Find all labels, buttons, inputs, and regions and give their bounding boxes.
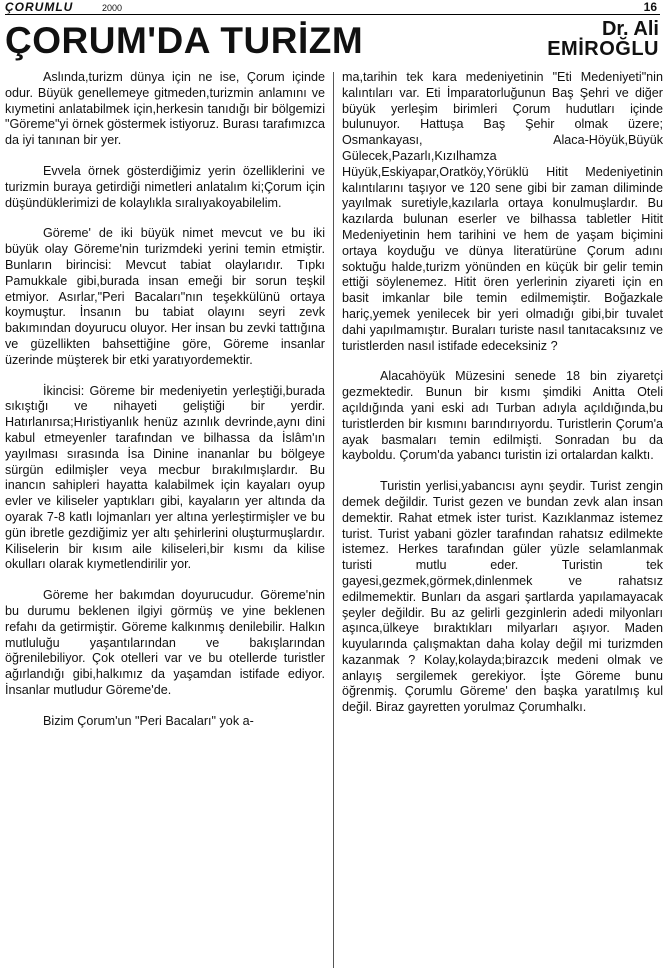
- page-number: 16: [643, 0, 657, 14]
- paragraph: Evvela örnek gösterdiğimiz yerin özelliklerini ve turizmin buraya getirdiği nimetleri anlatalım ki;Çorum için düşündüklerimizi de kolaylıkla sıralıyakoyabilelim.: [5, 163, 325, 210]
- paragraph: Göreme her bakımdan doyurucudur. Göreme'nin bu durumu beklenen ilgiyi görmüş ve yine beklenen refahı da getirmiştir. Göreme kalkınmış denilebilir. Halkın mutluluğu yaşantılarından ve bakışlarından öğrenilebiliyor. Çok otelleri var ve bu otellerde turistler ağırlandığı gibi,halkımız da yaşamdan istifade ediyor. İnsanlar mutludur Göreme'de.: [5, 588, 325, 697]
- publication-name: ÇORUMLU: [5, 0, 74, 14]
- right-column: [342, 70, 663, 968]
- header-rule: [5, 14, 660, 15]
- running-header: [0, 0, 665, 16]
- paragraph: Bizim Çorum'un "Peri Bacaları" yok a-: [43, 713, 254, 728]
- left-column: [5, 70, 325, 968]
- paragraph: Turistin yerlisi,yabancısı aynı şeydir. Turist zengin demek değildir. Turist gezen ve bundan zevk alan insan demektir. Rahat etmek ister turist. Kazıklanmaz istemez turist. Turist yabani gözler tarafından rahatsız edilmekte istemez. Herkes tarafından güler yüzle selamlanmak turisti mutlu eder. Turistin tek gayesi,gezmek,görmek,dinlenmek ve rahatsız edilmemektir. Bunları da asgari şartlarda yapılamayacak şeyler değildir. Bu az gelirli gezginlerin adedi milyonları aşınca,ülkeye bıraktıkları milyarları aşıyor. Maden kuyularında çalışmaktan daha kolay değil mi turizmden kazanmak ? Kolay,kolayda;birazcık medeni olmak ve anlayış sergilemek gerekiyor. İşte Göreme bunu öğrenmiş. Çorumlu Göreme' den başka yaratılmış kul değil. Biraz gayretten yorulmaz Çorumhalkı.: [342, 479, 663, 715]
- article-title: ÇORUM'DA TURİZM: [5, 20, 364, 61]
- author-block: [547, 19, 659, 60]
- publication-year: 2000: [102, 3, 123, 13]
- author-title: Dr. Ali: [601, 18, 659, 40]
- author-name: EMİROĞLU: [547, 38, 659, 60]
- column-divider: [333, 72, 334, 968]
- paragraph: Göreme' de iki büyük nimet mevcut ve bu iki büyük olay Göreme'nin turizmdeki yerini temin etmiştir. Bunların birincisi: Mevcut tabiat olaylarıdır. Tıpkı Pamukkale gibi,burada insan emeği bir sorun teşkil etmiyor. Asırlar,"Peri Bacaları"nın teşekkülünü ortaya koymuştur. İnsanın bu tabiat olayını seyri zevk bakımından doyurucu oluyor. Her insan bu zevki tattığına ve güzellikten bahsettiğine göre, Göreme insanlar üzerinde müşterek bir etki yaratıyordemektir.: [5, 226, 325, 367]
- paragraph: İkincisi: Göreme bir medeniyetin yerleştiği,burada sıkıştığı ve nihayeti geliştiği bir yerdir. Hatırlanırsa;Hıristiyanlık henüz azınlık devrinde,aynı dini kabul etmeyenler tarafından ve bilhassa da İslâm'ın yayılması sırasında İsa Dinine inananlar bu bölgeye sürgün edilmişler veya mecbur bırakılmışlardır. Bu inancın sahipleri hayatta kalabilmek için kayaları oyup evler ve kiliseler yaptıkları gibi, kayaların yer altında da oyarak 7-8 katlı lojmanları yer altına yerleştirmişler ve bu gün ibretle gezdiğimiz yer altı şehirlerini oluşturmuşlardır. Kiliselerin bir kısım aile kiliseleri,bir kısmı da kilise okulları olarak kıymetlendirilir yor.: [5, 383, 325, 572]
- paragraph: Alacahöyük Müzesini senede 18 bin ziyaretçi gezmektedir. Bunun bir kısmı şimdiki Anitta Oteli açıldığında yani eski adı Turban adıyla açıldığında,bu turistlerden bir kısmını barındırıyordu. Turistlerin Çorum'a ayak basmaları temin edilmişti. Sonradan bu da kayboldu. Çorum'da yabancı turistin izi ortalardan kalktı.: [342, 369, 663, 463]
- paragraph: Aslında,turizm dünya için ne ise, Çorum içinde odur. Büyük genellemeye gitmeden,turizmin anlamını ve kıymetini anlatabilmek için,herkesin tanıdığı bir bölgemizi "Göreme"yi örnek göstermek istiyoruz. Burası tarafımızca da iyi tanınan bir yer.: [5, 70, 325, 148]
- paragraph: ma,tarihin tek kara medeniyetinin "Eti Medeniyeti"nin kalıntıları var. Eti İmparatorluğunun Baş Şehri ve diğer büyük yerleşim birimleri Çorum hudutları içinde bulunuyor. Hattuşa Baş Şehir olmak üzere; Osmankayası, Alaca-Höyük,Büyük Gülecek,Pazarlı,Kızılhamza Hüyük,Eskiyapar,Oratköy,Yörüklü Hitit Medeniyetinin kalıntılarını taşıyor ve 120 sene gibi bir zaman diliminde yayılmak suretiyle,kazılarla ortaya konulmuşlardır. Bu kazılarda bulunan eserler ve bilhassa tabletler Hitit Medeniyetinin hem tarihini ve hem de yaşam biçimini ortaya koyduğu ve dünya literatürüne Çorum adını soktuğu halde,turizm yönünden en küçük bir gelir temin ettiği söylenemez. Hitit ören yerlerinin ziyareti için en basit imkanlar bile temin edilmemiştir. Boğazkale hariç,yemek yenilecek bir yeri olmadığı gibi,bir tuvalet dahi yapılmamıştır. Buraları turiste nasıl tanıtacaksınız ve turistlerden nasıl istifade edeceksiniz ?: [342, 70, 663, 353]
